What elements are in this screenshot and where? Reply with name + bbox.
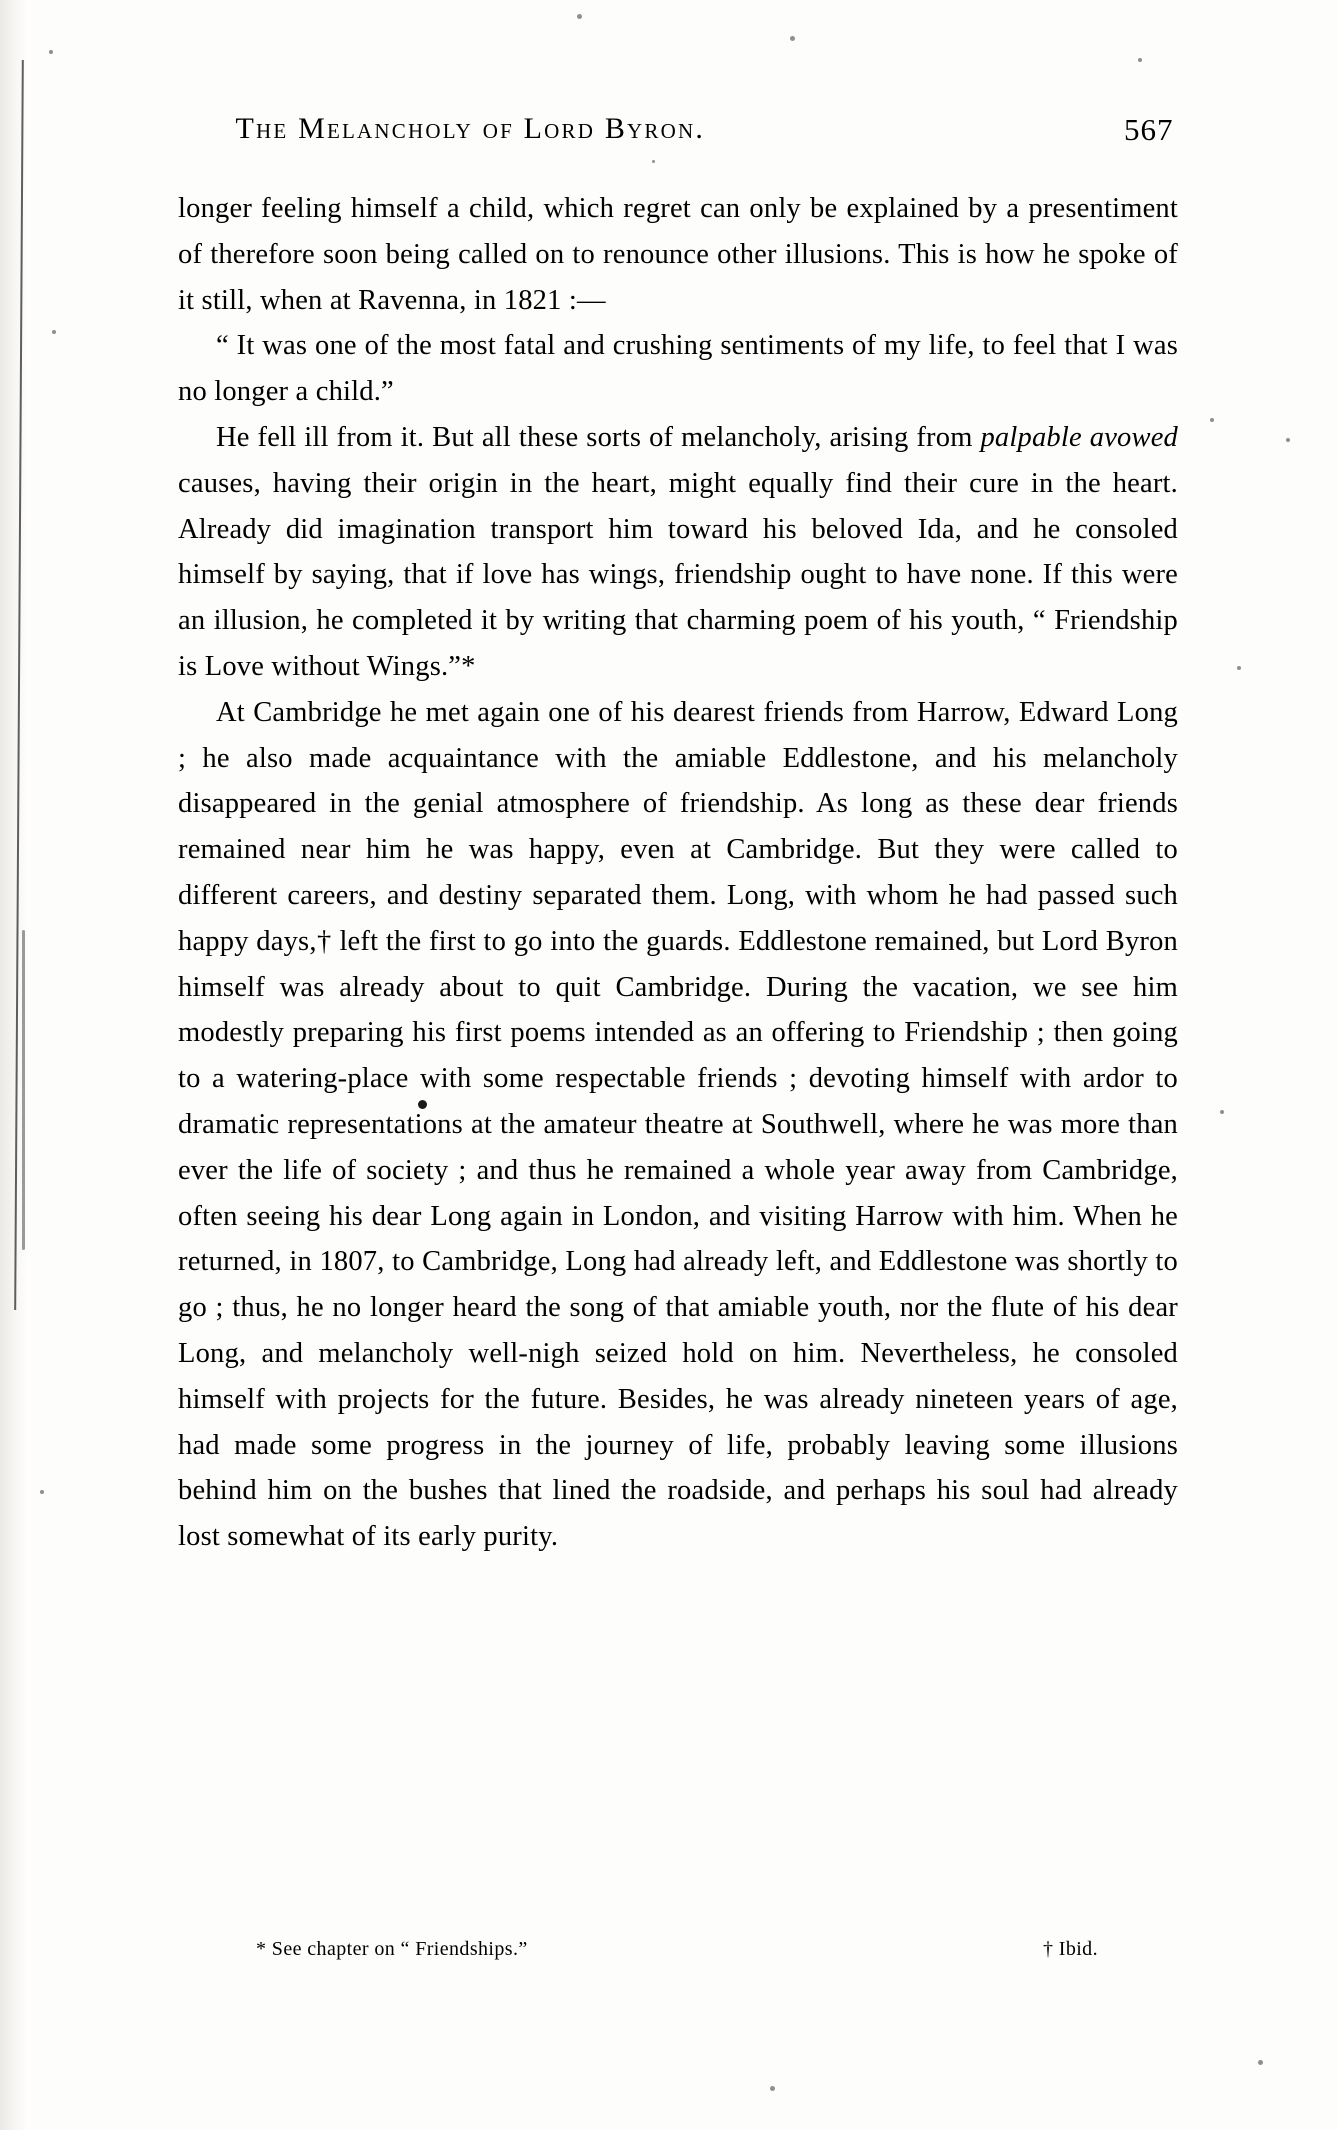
scan-speck (49, 50, 53, 54)
scan-speck (1220, 1110, 1224, 1114)
ink-blot-mark (418, 1100, 427, 1109)
paragraph-3-suffix: causes, having their origin in the heart, might equally find their cure in the heart. Already did imagination transport him toward his beloved Ida, and he consoled himself by saying, that if love has wings, friendship ought to have none. If this were an illusion, he completed it by writing that charming poem of his youth, “ Friendship is Love without Wings.”* (178, 467, 1178, 682)
paragraph-1: longer feeling himself a child, which regret can only be explained by a presentiment of therefore soon being called on to renounce other illusions. This is how he spoke of it still, when at Ravenna, in 1821 :— (178, 193, 1178, 316)
paragraph-3-italic-phrase: palpable avowed (980, 421, 1178, 453)
scan-speck (790, 36, 795, 41)
paragraph-3 (178, 415, 1178, 690)
scan-speck (1286, 438, 1290, 442)
page-header (0, 112, 1337, 146)
body-text-block (178, 186, 1178, 1560)
scan-speck (1210, 418, 1214, 422)
scan-speck (1258, 2060, 1263, 2065)
scan-speck (40, 1490, 44, 1494)
binding-crease-mark (22, 930, 25, 1250)
paragraph-3-prefix: He fell ill from it. But all these sorts of melancholy, arising from (216, 421, 981, 453)
scan-speck (577, 14, 582, 19)
scan-speck (1138, 58, 1142, 62)
scan-speck (1237, 666, 1241, 670)
scan-speck (52, 330, 56, 334)
paragraph-4: At Cambridge he met again one of his dearest friends from Harrow, Edward Long ; he also made acquaintance with the amiable Eddlestone, and his melancholy disappeared in the genial atmosphere of friendship. As long as these dear friends remained near him he was happy, even at Cambridge. But they were called to different careers, and destiny separated them. Long, with whom he had passed such happy days,† left the first to go into the guards. Eddlestone remained, but Lord Byron himself was already about to quit Cambridge. During the vacation, we see him modestly preparing his first poems intended as an offering to Friendship ; then going to a watering-place with some respectable friends ; devoting himself with ardor to dramatic representations at the amateur theatre at Southwell, where he was more than ever the life of society ; and thus he remained a whole year away from Cambridge, often seeing his dear Long again in London, and visiting Harrow with him. When he returned, in 1807, to Cambridge, Long had already left, and Eddlestone was shortly to go ; thus, he no longer heard the song of that amiable youth, nor the flute of his dear Long, and melancholy well-nigh seized hold on him. Nevertheless, he consoled himself with projects for the future. Besides, he was already nineteen years of age, had made some progress in the journey of life, probably leaving some illusions behind him on the bushes that lined the roadside, and perhaps his soul had already lost somewhat of its early purity. (178, 696, 1178, 1553)
scan-speck (652, 160, 655, 163)
scan-speck (770, 2086, 775, 2091)
paragraph-2-quotation: “ It was one of the most fatal and crushing sentiments of my life, to feel that I was no longer a child.” (178, 330, 1178, 408)
footnote-right: † Ibid. (1042, 1938, 1098, 1960)
page-number: 567 (1124, 112, 1174, 147)
footnote-left: * See chapter on “ Friendships.” (256, 1938, 528, 1960)
running-title: The Melancholy of Lord Byron. (235, 112, 706, 145)
